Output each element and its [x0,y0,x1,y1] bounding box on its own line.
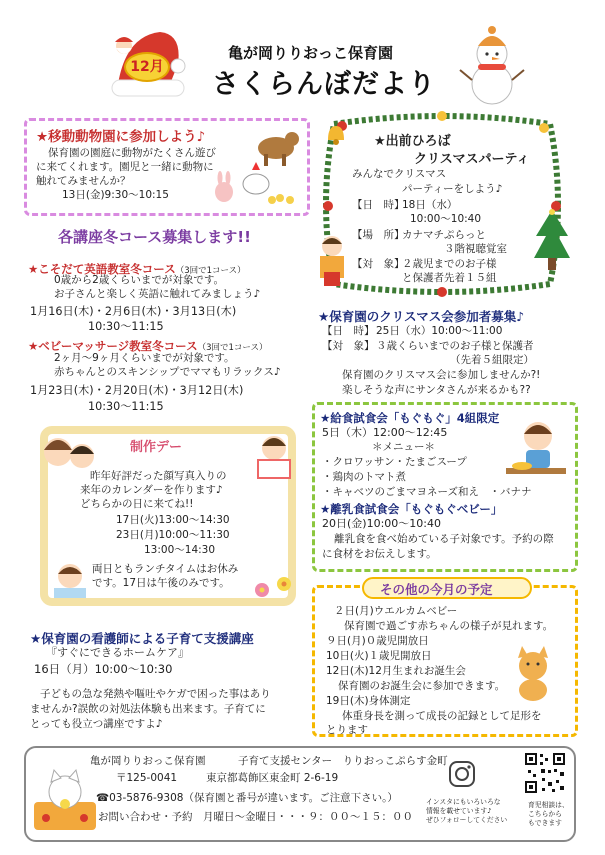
calendar-kid-icon [250,430,298,480]
outreach-intro-2: パーティーをしよう♪ [402,183,503,195]
outreach-row-value-1: 18日（水） [402,199,458,211]
insta-caption-3: ぜひフォローしてください [426,816,508,824]
outreach-row-value-4: ３階視聴覚室 [444,243,507,255]
outreach-row-label-5: 【対 象】 [352,258,405,270]
zoo-line-2: に来てくれます。園児と一緒に動物に [36,161,214,173]
english-title: ★こそだて英語教室冬コース [28,262,176,276]
nurse-title: ★保育園の看護師による子育て支援講座 [30,631,254,646]
xmas-value-1: 25日（水）10:00〜11:00 [376,325,503,337]
snowman-icon [456,24,528,108]
santa-icon [112,32,136,60]
baby-line-1: 離乳食を食べ始めている子対象です。予約の際 [334,533,554,545]
crafts-slot-2: 23日(月)10:00〜11:30 [116,529,230,541]
insta-caption-1: インスタにもいろいろな [426,798,501,806]
xmas-title: ★保育園のクリスマス会参加者募集♪ [318,309,525,324]
english-note: （3回で1コース） [175,266,246,276]
header [0,0,605,110]
baby-title: ★離乳食試食会「もぐもぐベビー」 [320,502,503,516]
footer-address: 東京都葛飾区東金町 2-6-19 [206,772,339,784]
outreach-row-value-5: ２歳児までのお子様 [402,258,497,270]
nurse-subtitle: 『すぐにできるホームケア』 [46,646,189,659]
english-line-2: お子さんと楽しく英語に触れてみましょう♪ [54,288,261,300]
massage-line-2: 赤ちゃんとのスキンシップでママもリラックス♪ [54,366,281,378]
kids-icon [38,430,98,480]
courses-heading: 各講座冬コース募集します!! [58,228,251,246]
footer-hours: お問い合わせ・予約 月曜日〜金曜日・・・９：００〜１５：００ [98,811,413,823]
outreach-intro-1: みんなでクリスマス [352,168,447,180]
crafts-note-1: 両日ともランチタイムはお休み [92,563,239,575]
flowers-icon [250,572,300,608]
outreach-title-1: ★出前ひろば [374,134,451,149]
xmas-line-2: 楽しそうな声にサンタさんが来るかも?? [342,384,531,396]
massage-note: （3回で1コース） [197,343,268,353]
schedule-sub-6: とります [326,724,368,736]
schedule-sub-1: 保育園で過ごす赤ちゃんの様子が見れます。 [344,620,554,632]
tasting-datetime: 5日（木）12:00〜12:45 [322,426,448,439]
footer-postal: 〒125-0041 [116,772,178,784]
month-badge: 12月 [124,52,170,82]
insta-caption-2: 情報を載せています♪ [426,807,492,815]
footer-org-2: 子育て支援センター りりおっこぷらす金町 [238,755,448,767]
nurse-datetime: 16日（月）10:00〜10:30 [34,662,173,676]
crafts-line-1: 昨年好評だった顔写真入りの [90,470,227,482]
schedule-sub-4: 保育園のお誕生会に参加できます。 [338,680,506,692]
schedule-sub-5: 体重身長を測って成長の記録として足形を [342,710,542,722]
cat-icon [506,644,560,702]
outreach-title-2: クリスマスパーティ [414,152,530,167]
site-caption-2: こちらから [528,810,562,818]
crafts-title: 制作デー [130,440,183,455]
baby-datetime: 20日(金)10:00〜10:40 [322,517,441,530]
site-caption-3: もできます [528,819,562,827]
site-caption-1: 育児相談は、 [528,801,569,809]
lucky-cat-icon [32,768,98,834]
schedule-item-1: ２日(月)ウエルカムベビー [334,605,458,617]
tasting-menu-1: ・クロワッサン・たまごスープ [322,456,467,468]
tasting-title: ★給食試食会「もぐもぐ」4組限定 [320,411,500,425]
header-subtitle: 亀が岡りりおっこ保育園 [228,44,394,62]
nurse-line-1: 子どもの急な発熱や嘔吐やケガで困った事はあり [40,688,271,700]
zoo-title: ★移動動物園に参加しよう♪ [36,129,206,145]
tree-icon [532,206,572,276]
crafts-slot-1: 17日(火)13:00〜14:30 [116,514,230,526]
schedule-item-4: 12日(木)12月生まれお誕生会 [326,665,466,677]
crafts-note-2: です。17日は午後のみです。 [92,577,230,589]
footer-phone: ☎03-5876-9308（保育園と番号が違います。ご注意下さい。） [96,792,398,804]
outreach-row-value-3: カナマチぷらっと [402,229,486,241]
qr-code-icon[interactable] [524,752,566,794]
crafts-slot-3: 13:00〜14:30 [144,544,216,556]
zoo-line-1: 保育園の園庭に動物がたくさん遊び [48,147,216,159]
tasting-menu-label: ＊メニュー＊ [372,441,435,453]
tasting-menu-2: ・鶏肉のトマト煮 [322,471,406,483]
zoo-date: 13日(金)9:30〜10:15 [62,189,169,201]
child-gift-icon [312,232,352,292]
xmas-value-2: ３歳くらいまでのお子様と保護者 [376,340,534,352]
baby-line-2: に食材をお伝えします。 [322,548,437,560]
massage-dates: 1月23日(木)・2月20日(木)・3月12日(木) [30,384,244,397]
farm-animals-icon [204,126,306,210]
outreach-row-value-6: と保護者先着１５組 [402,272,497,284]
nurse-line-2: ませんか?誤飲の対処法体験も出来ます。子育てに [30,703,266,715]
outreach-row-label-3: 【場 所】 [352,229,405,241]
massage-title: ★ベビーマッサージ教室冬コース [28,339,198,353]
xmas-label-1: 【日 時】 [322,325,375,337]
english-dates: 1月16日(木)・2月6日(木)・3月13日(木) [30,305,237,318]
tasting-menu-3: ・キャベツのごまマヨネーズ和え ・バナナ [322,486,532,498]
page-title: さくらんぼだより [212,69,436,100]
schedule-item-5: 19日(木)身体測定 [326,695,411,707]
outreach-row-value-2: 10:00〜10:40 [410,213,482,225]
schedule-item-2: ９日(月)０歳児開放日 [326,635,429,647]
massage-line-1: 2ヶ月〜9ヶ月くらいまでが対象です。 [54,352,235,364]
bells-icon [322,118,352,148]
xmas-line-1: 保育園のクリスマス会に参加しませんか?! [342,369,541,381]
xmas-label-2: 【対 象】 [322,340,375,352]
footer-org-1: 亀が岡りりおっこ保育園 [90,755,206,767]
child-drawing-icon [48,560,92,600]
zoo-line-3: 触れてみませんか？ [36,175,131,187]
massage-time: 10:30〜11:15 [88,400,164,413]
english-time: 10:30〜11:15 [88,320,164,333]
schedule-title: その他の今月の予定 [380,582,493,597]
xmas-value-3: （先着５組限定） [450,354,534,366]
english-line-1: 0歳から2歳くらいまでが対象です。 [54,274,225,286]
nurse-line-3: とっても役立つ講座ですよ♪ [30,718,163,730]
crafts-line-3: どちらかの日に来てね!! [80,498,194,510]
eating-child-icon [500,416,572,484]
schedule-item-3: 10日(火)１歳児開放日 [326,650,432,662]
instagram-icon[interactable] [448,760,476,788]
outreach-row-label-1: 【日 時】 [352,199,405,211]
crafts-line-2: 来年のカレンダーを作ります♪ [80,484,223,496]
